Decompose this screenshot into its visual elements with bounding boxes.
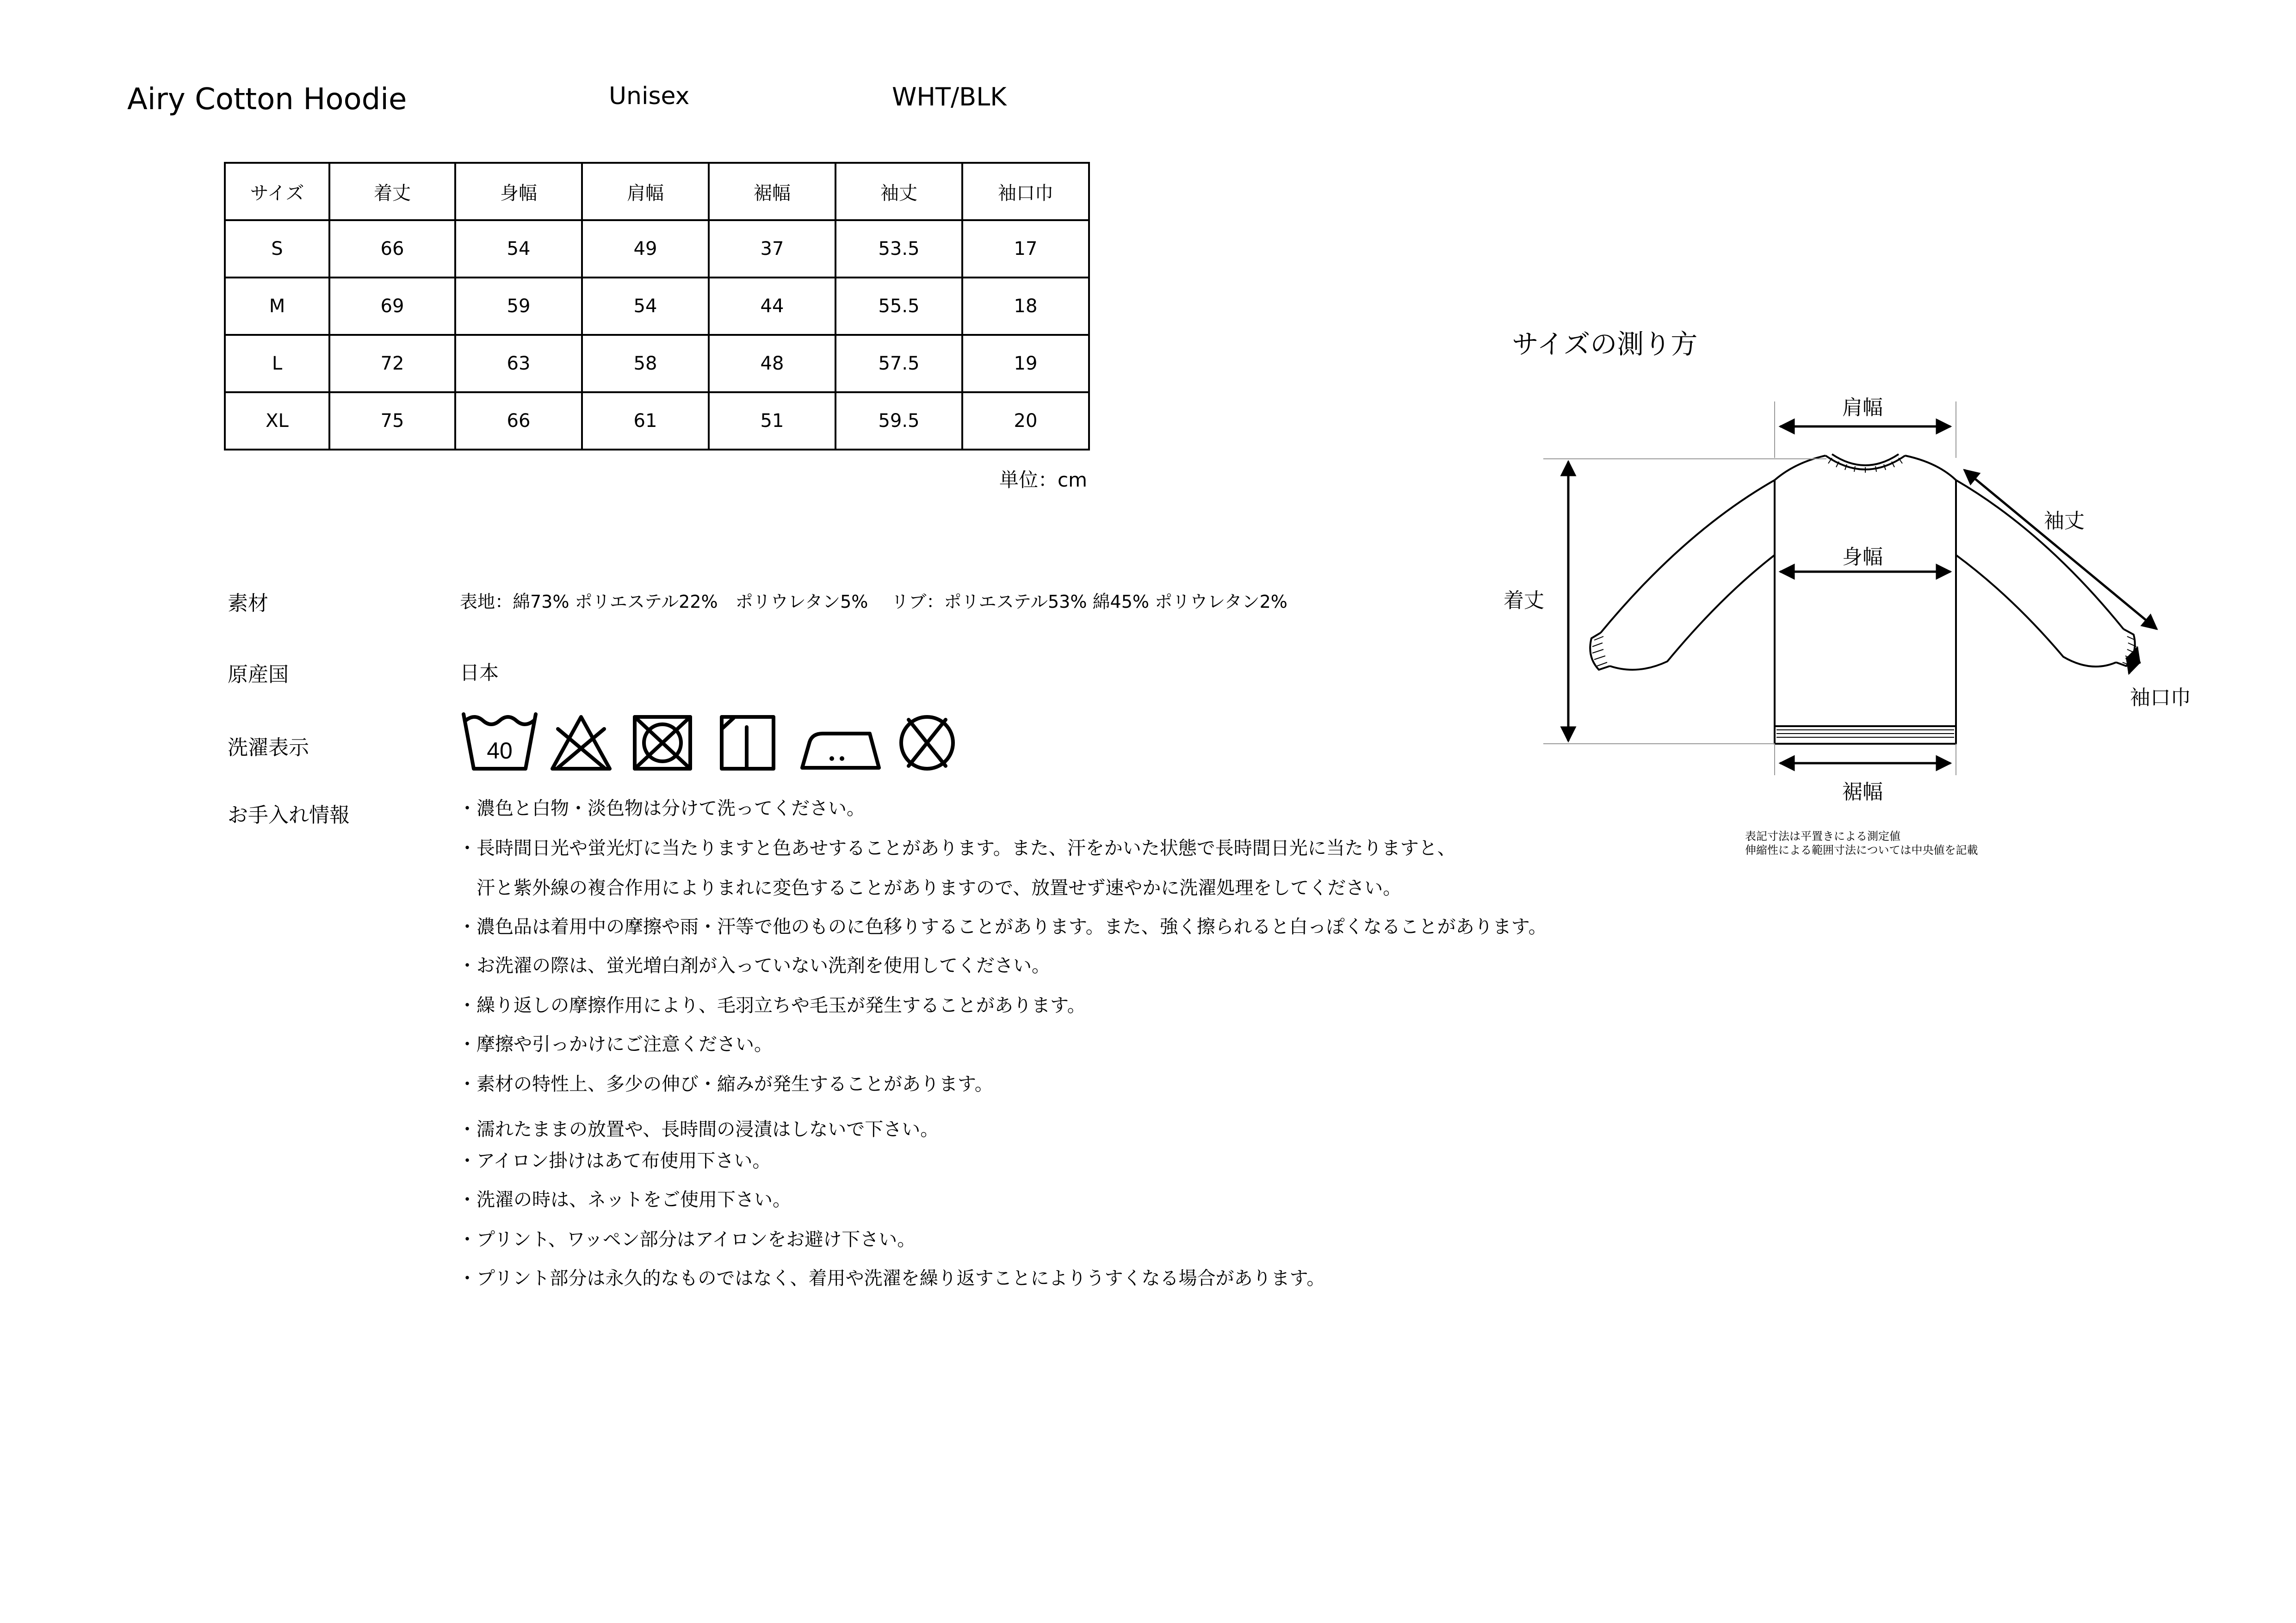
origin-label: 原産国: [228, 663, 289, 686]
measurement-note: 表記寸法は平置きによる測定値: [1745, 830, 1900, 843]
measurement-title: サイズの測り方: [1512, 328, 1698, 360]
table-cell: 75: [329, 392, 455, 450]
care-note: ・洗濯の時は、ネットをご使用下さい。: [458, 1189, 791, 1210]
wash-symbols-graphic: [462, 710, 961, 775]
care-note: ・濃色品は着用中の摩擦や雨・汗等で他のものに色移りすることがあります。また、強く擦られると白っぽくなることがあります。: [458, 916, 1547, 938]
measurement-arrows: [1568, 426, 2157, 763]
sleeve-arrow: [1964, 470, 2157, 629]
care-note: ・濡れたままの放置や、長時間の浸漬はしないで下さい。: [458, 1119, 939, 1140]
care-note: ・摩擦や引っかけにご注意ください。: [458, 1034, 773, 1055]
table-cell: 61: [582, 392, 709, 450]
care-label: お手入れ情報: [228, 803, 350, 827]
care-note: ・お洗濯の際は、蛍光増白剤が入っていない洗剤を使用してください。: [458, 955, 1050, 976]
table-cell: 57.5: [835, 335, 962, 392]
care-note: ・アイロン掛けはあて布使用下さい。: [458, 1150, 771, 1172]
table-cell: 44: [709, 278, 835, 335]
table-cell: 54: [582, 278, 709, 335]
table-header-cell: 身幅: [455, 163, 582, 220]
table-cell: 66: [455, 392, 582, 450]
table-header-cell: 袖丈: [835, 163, 962, 220]
line-dry-shade-icon: [722, 717, 774, 769]
table-cell: XL: [225, 392, 329, 450]
table-cell: 69: [329, 278, 455, 335]
no-dry-clean-icon: [901, 717, 953, 769]
table-header-cell: 肩幅: [582, 163, 709, 220]
gender-label: Unisex: [609, 82, 690, 110]
care-note: ・濃色と白物・淡色物は分けて洗ってください。: [458, 798, 865, 819]
table-cell: M: [225, 278, 329, 335]
material-value: 表地：綿73% ポリエステル22% ポリウレタン5% リブ：ポリエステル53% 綿45% ポリウレタン2%: [460, 592, 1287, 612]
care-note: ・素材の特性上、多少の伸び・縮みが発生することがあります。: [458, 1074, 993, 1095]
table-cell: 58: [582, 335, 709, 392]
size-table: [224, 162, 1090, 450]
color-label: WHT/BLK: [892, 82, 1007, 111]
table-cell: 53.5: [835, 220, 962, 278]
table-cell: 63: [455, 335, 582, 392]
size-table-header-row: [225, 163, 1089, 220]
table-header-cell: 袖口巾: [962, 163, 1089, 220]
rib-texture: [1592, 458, 2136, 737]
length-label: 着丈: [1504, 589, 1544, 612]
table-cell: 37: [709, 220, 835, 278]
table-header-cell: サイズ: [225, 163, 329, 220]
table-cell: 59: [455, 278, 582, 335]
sweatshirt-outline: [1590, 454, 2135, 744]
wash-symbols: [462, 710, 961, 775]
table-cell: 55.5: [835, 278, 962, 335]
care-note: ・長時間日光や蛍光灯に当たりますと色あせすることがあります。また、汗をかいた状態で長時間日光に当たりますと、: [458, 838, 1456, 859]
shoulder-label: 肩幅: [1842, 396, 1883, 420]
table-cell: L: [225, 335, 329, 392]
no-tumble-dry-icon: [635, 717, 690, 769]
sleeve-label: 袖丈: [2044, 509, 2085, 533]
product-name: Airy Cotton Hoodie: [127, 82, 407, 117]
wash-temp-label: 40: [487, 738, 513, 764]
care-note: ・繰り返しの摩擦作用により、毛羽立ちや毛玉が発生することがあります。: [458, 995, 1086, 1016]
no-bleach-icon: [552, 717, 610, 769]
wash-label: 洗濯表示: [228, 736, 309, 759]
care-note: ・プリント、ワッペン部分はアイロンをお避け下さい。: [458, 1229, 916, 1250]
table-cell: 54: [455, 220, 582, 278]
unit-label: 単位：cm: [999, 469, 1088, 491]
hem-label: 裾幅: [1842, 780, 1883, 804]
table-cell: 66: [329, 220, 455, 278]
cuff-label: 袖口巾: [2130, 686, 2191, 710]
chest-label: 身幅: [1842, 545, 1883, 569]
table-cell: 51: [709, 392, 835, 450]
table-cell: 19: [962, 335, 1089, 392]
sweatshirt-diagram: [1480, 379, 2221, 805]
table-cell: 49: [582, 220, 709, 278]
care-note: 汗と紫外線の複合作用によりまれに変色することがありますので、放置せず速やかに洗濯処理をしてください。: [458, 877, 1402, 899]
table-cell: S: [225, 220, 329, 278]
origin-value: 日本: [460, 661, 499, 684]
iron-low-icon: [802, 734, 879, 768]
table-row: [225, 335, 1089, 392]
table-cell: 20: [962, 392, 1089, 450]
care-note: ・プリント部分は永久的なものではなく、着用や洗濯を繰り返すことによりうすくなる場合があります。: [458, 1268, 1325, 1289]
table-cell: 72: [329, 335, 455, 392]
table-row: [225, 278, 1089, 335]
table-cell: 17: [962, 220, 1089, 278]
material-label: 素材: [228, 592, 268, 615]
table-header-cell: 着丈: [329, 163, 455, 220]
table-row: [225, 392, 1089, 450]
table-cell: 18: [962, 278, 1089, 335]
table-cell: 59.5: [835, 392, 962, 450]
table-cell: 48: [709, 335, 835, 392]
table-row: [225, 220, 1089, 278]
measurement-note: 伸縮性による範囲寸法については中央値を記載: [1745, 844, 1978, 857]
table-header-cell: 裾幅: [709, 163, 835, 220]
